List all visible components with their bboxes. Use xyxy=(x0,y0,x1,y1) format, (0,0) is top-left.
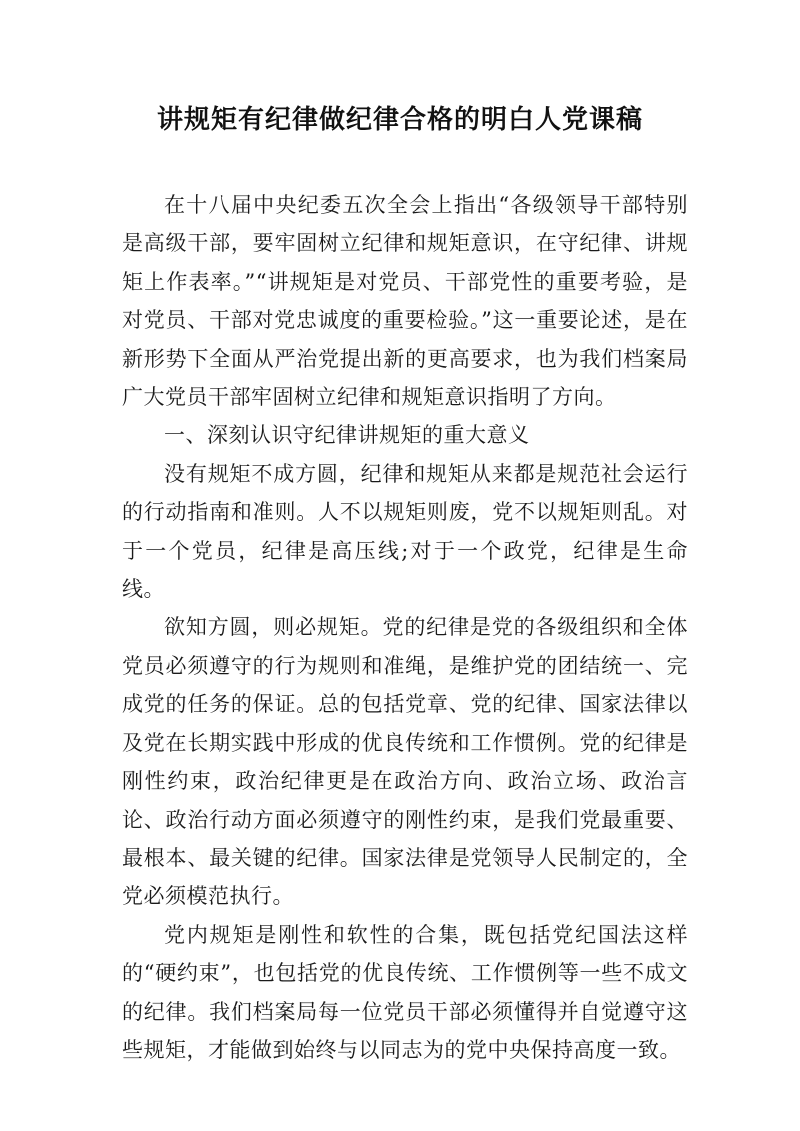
paragraph-rules: 没有规矩不成方圆，纪律和规矩从来都是规范社会运行的行动指南和准则。人不以规矩则废，党不以规矩则乱。对于一个党员，纪律是高压线;对于一个政党，纪律是生命线。 xyxy=(122,461,688,602)
document-title: 讲规矩有纪律做纪律合格的明白人党课稿 xyxy=(156,105,643,135)
paragraph-discipline: 欲知方圆，则必规矩。党的纪律是党的各级组织和全体党员必须遵守的行为规则和准绳，是维护党的团结统一、完成党的任务的保证。总的包括党章、党的纪律、国家法律以及党在长期实践中形成的优良传统和工作惯例。党的纪律是刚性约束，政治纪律更是在政治方向、政治立场、政治言论、政治行动方面必须遵守的刚性约束，是我们党最重要、最根本、最关键的纪律。国家法律是党领导人民制定的，全党必须模范执行。 xyxy=(122,615,688,909)
paragraph-party-rules: 党内规矩是刚性和软性的合集，既包括党纪国法这样的“硬约束”，也包括党的优良传统、工作惯例等一些不成文的纪律。我们档案局每一位党员干部必须懂得并自觉遵守这些规矩，才能做到始终与以同志为的党中央保持高度一致。 xyxy=(122,922,688,1062)
section-heading-1: 一、深刻认识守纪律讲规矩的重大意义 xyxy=(164,423,530,448)
paragraph-intro: 在十八届中央纪委五次全会上指出“各级领导干部特别是高级干部，要牢固树立纪律和规矩意识，在守纪律、讲规矩上作表率。”“讲规矩是对党员、干部党性的重要考验，是对党员、干部对党忠诚度的重要检验。”这一重要论述，是在新形势下全面从严治党提出新的更高要求，也为我们档案局广大党员干部牢固树立纪律和规矩意识指明了方向。 xyxy=(122,193,688,410)
document-body xyxy=(122,186,688,1069)
